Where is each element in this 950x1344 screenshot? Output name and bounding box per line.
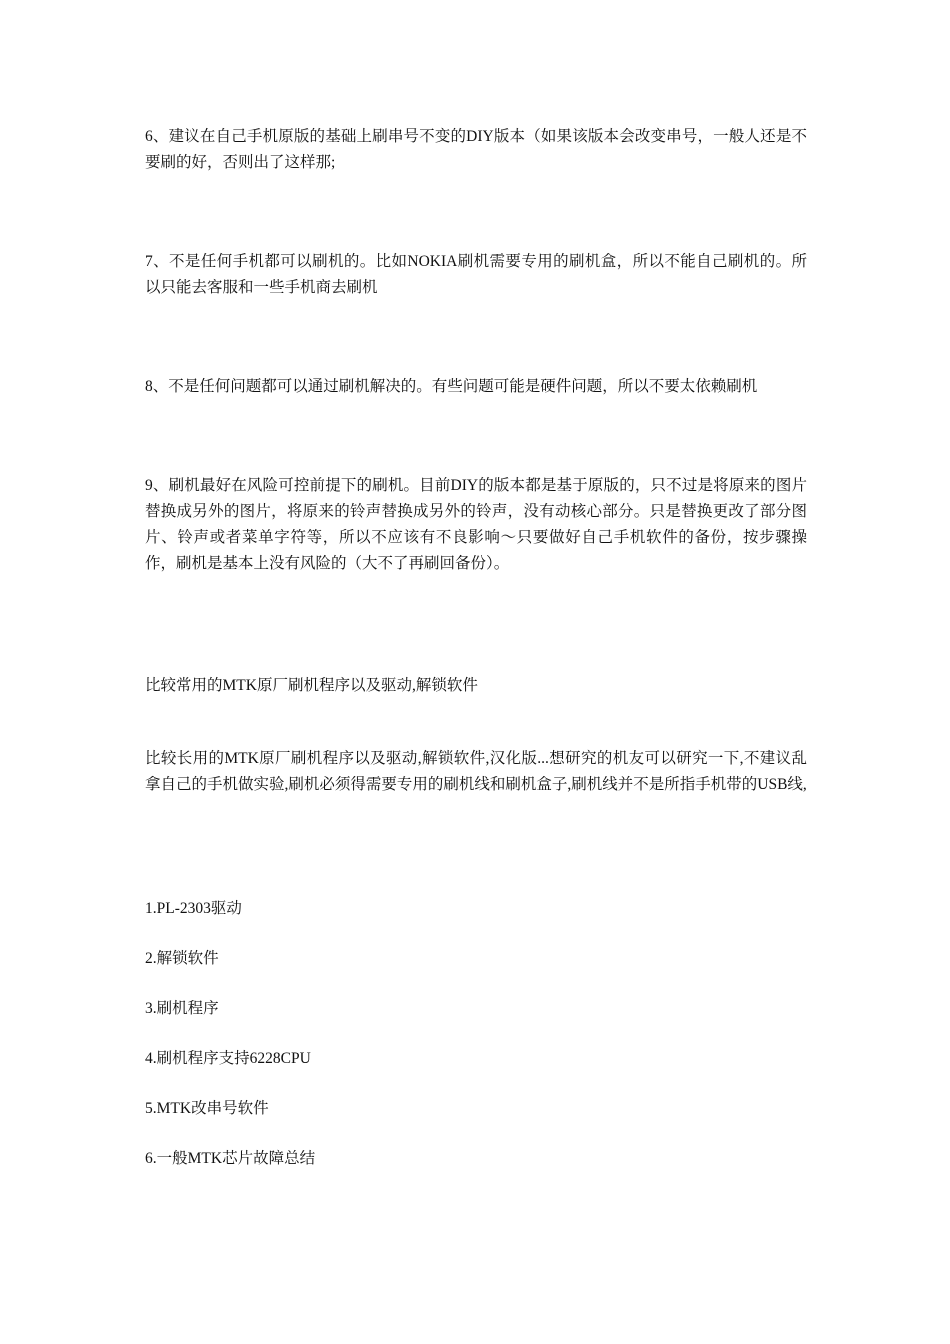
paragraph-8: 8、不是任何问题都可以通过刷机解决的。有些问题可能是硬件问题，所以不要太依赖刷机: [145, 378, 758, 395]
list-item: 1.PL-2303驱动: [145, 900, 242, 917]
paragraph-6: 6、建议在自己手机原版的基础上刷串号不变的DIY版本（如果该版本会改变串号，一般人还是不要刷的好，否则出了这样那;: [145, 128, 807, 171]
intro-paragraph: 比较长用的MTK原厂刷机程序以及驱动,解锁软件,汉化版...想研究的机友可以研究一下,不建议乱拿自己的手机做实验,刷机必须得需要专用的刷机线和刷机盒子,刷机线并不是所指手机带的USB线,: [145, 750, 807, 793]
paragraph-7: 7、不是任何手机都可以刷机的。比如NOKIA刷机需要专用的刷机盒，所以不能自己刷机的。所以只能去客服和一些手机商去刷机: [145, 253, 807, 296]
software-list: [145, 896, 315, 1196]
list-item: 4.刷机程序支持6228CPU: [145, 1050, 311, 1067]
list-item: 6.一般MTK芯片故障总结: [145, 1150, 316, 1167]
list-item: 3.刷机程序: [145, 1000, 219, 1017]
paragraph-9: 9、刷机最好在风险可控前提下的刷机。目前DIY的版本都是基于原版的，只不过是将原来的图片替换成另外的图片，将原来的铃声替换成另外的铃声，没有动核心部分。只是替换更改了部分图片、铃声或者菜单字符等，所以不应该有不良影响～只要做好自己手机软件的备份，按步骤操作，刷机是基本上没有风险的（大不了再刷回备份）。: [145, 477, 807, 572]
section-heading: 比较常用的MTK原厂刷机程序以及驱动,解锁软件: [145, 677, 478, 694]
list-item: 2.解锁软件: [145, 950, 219, 967]
list-item: 5.MTK改串号软件: [145, 1100, 269, 1117]
